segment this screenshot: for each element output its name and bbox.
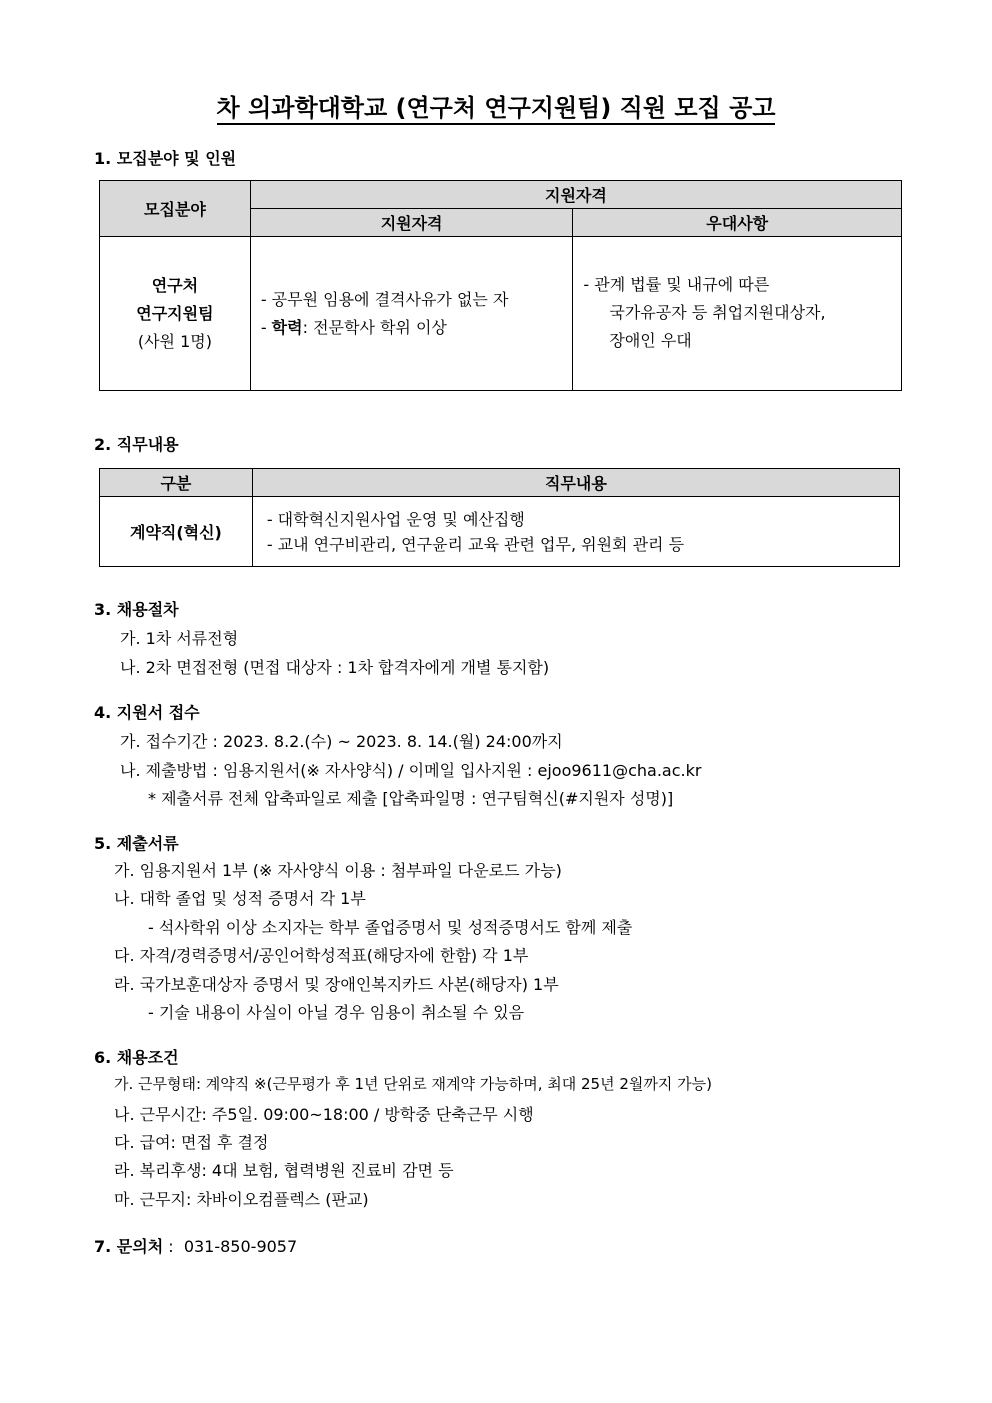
section-7-heading: 7. 문의처 xyxy=(94,1237,164,1256)
document-item-3: 다. 자격/경력증명서/공인어학성적표(해당자에 한함) 각 1부 xyxy=(114,946,529,965)
section-4-heading: 4. 지원서 접수 xyxy=(94,703,200,722)
document-item-1: 가. 임용지원서 1부 (※ 자사양식 이용 : 첨부파일 다운로드 가능) xyxy=(114,861,562,880)
section-2-heading: 2. 직무내용 xyxy=(94,435,179,454)
preference-line-2: 국가유공자 등 취업지원대상자, xyxy=(609,303,826,322)
qualification-cell xyxy=(250,237,573,391)
section-5-heading: 5. 제출서류 xyxy=(94,834,179,853)
page-title xyxy=(0,88,992,123)
condition-item-5: 마. 근무지: 차바이오컴플렉스 (판교) xyxy=(114,1190,369,1209)
application-method: 나. 제출방법 : 임용지원서(※ 자사양식) / 이메일 입사지원 : ejoo9611@cha.ac.kr xyxy=(120,761,702,780)
qualification-item-1: - 공무원 임용에 결격사유가 없는 자 xyxy=(260,289,509,309)
header-duty: 직무내용 xyxy=(252,469,899,497)
application-period: 가. 접수기간 : 2023. 8.2.(수) ~ 2023. 8. 14.(월) 24:00까지 xyxy=(120,732,563,751)
header-preference: 우대사항 xyxy=(573,209,902,237)
duty-cell xyxy=(252,497,899,567)
application-note: * 제출서류 전체 압축파일로 제출 [압축파일명 : 연구팀혁신(#지원자 성명)] xyxy=(148,789,674,808)
qualification-item-2-prefix: - xyxy=(260,317,272,337)
contact-line xyxy=(94,1234,297,1257)
duty-item-1: - 대학혁신지원사업 운영 및 예산집행 xyxy=(266,509,525,529)
condition-item-4: 라. 복리후생: 4대 보험, 협력병원 진료비 감면 등 xyxy=(114,1161,454,1180)
qualification-item-2 xyxy=(261,314,573,342)
condition-item-3: 다. 급여: 면접 후 결정 xyxy=(114,1133,269,1152)
header-division: 구분 xyxy=(100,469,253,497)
field-cell xyxy=(100,237,251,391)
field-line-3: (사원 1명) xyxy=(137,331,212,351)
header-qualification: 지원자격 xyxy=(250,209,573,237)
section-3-heading: 3. 채용절차 xyxy=(94,600,179,619)
document-item-4: 라. 국가보훈대상자 증명서 및 장애인복지카드 사본(해당자) 1부 xyxy=(114,975,559,994)
procedure-step-2: 나. 2차 면접전형 (면접 대상자 : 1차 합격자에게 개별 통지함) xyxy=(120,658,550,677)
header-qualification-group: 지원자격 xyxy=(250,181,901,209)
condition-item-2: 나. 근무시간: 주5일. 09:00~18:00 / 방학중 단축근무 시행 xyxy=(114,1105,534,1124)
field-line-2: 연구지원팀 xyxy=(136,303,214,323)
contact-phone: 031-850-9057 xyxy=(183,1237,298,1256)
qualification-item-2-rest: : 전문학사 학위 이상 xyxy=(302,317,447,337)
field-line-1: 연구처 xyxy=(151,275,199,295)
duty-table xyxy=(99,468,900,567)
recruitment-table xyxy=(99,180,902,391)
preference-line-3: 장애인 우대 xyxy=(609,331,692,350)
document-note-2: - 기술 내용이 사실이 아닐 경우 임용이 취소될 수 있음 xyxy=(148,1003,525,1022)
condition-item-1: 가. 근무형태: 계약직 ※(근무평가 후 1년 단위로 재계약 가능하며, 최대 25년 2월까지 가능) xyxy=(114,1075,712,1093)
procedure-step-1: 가. 1차 서류전형 xyxy=(120,629,239,648)
page-title-text: 차 의과학대학교 (연구처 연구지원팀) 직원 모집 공고 xyxy=(217,94,776,125)
preference-line-1: - 관계 법률 및 내규에 따른 xyxy=(583,275,770,294)
header-field: 모집분야 xyxy=(100,181,251,237)
duty-item-2: - 교내 연구비관리, 연구윤리 교육 관련 업무, 위원회 관리 등 xyxy=(266,534,685,554)
qualification-item-2-bold: 학력 xyxy=(271,317,303,337)
section-6-heading: 6. 채용조건 xyxy=(94,1048,179,1067)
division-cell: 계약직(혁신) xyxy=(100,497,253,567)
section-1-heading: 1. 모집분야 및 인원 xyxy=(94,149,237,168)
document-item-2: 나. 대학 졸업 및 성적 증명서 각 1부 xyxy=(114,889,366,908)
document-note-1: - 석사학위 이상 소지자는 학부 졸업증명서 및 성적증명서도 함께 제출 xyxy=(148,918,633,937)
contact-separator: : xyxy=(163,1237,184,1256)
preference-cell xyxy=(573,237,902,391)
